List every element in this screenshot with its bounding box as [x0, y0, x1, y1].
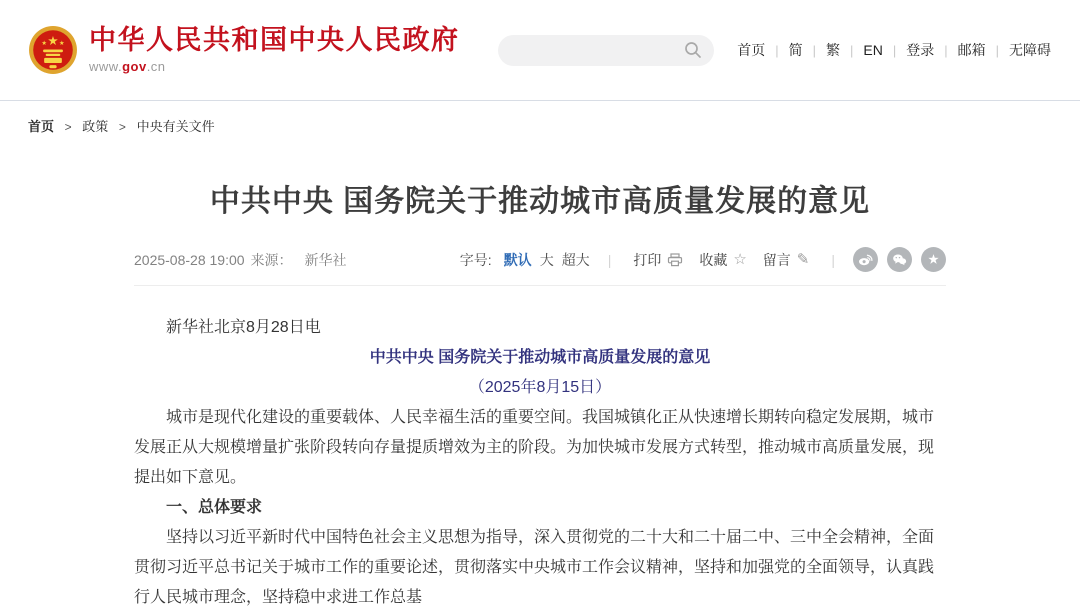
nav-item-accessibility[interactable]: 无障碍 — [1009, 42, 1051, 58]
nav-divider: | — [812, 42, 816, 58]
breadcrumb-home[interactable]: 首页 — [28, 119, 55, 134]
weibo-share-icon[interactable] — [853, 247, 878, 272]
breadcrumb-separator: > — [64, 120, 72, 134]
nav-item-english[interactable]: EN — [863, 42, 883, 58]
nav-divider: | — [775, 42, 779, 58]
source-name[interactable]: 新华社 — [304, 251, 347, 268]
star-icon: ☆ — [733, 251, 747, 268]
site-title: 中华人民共和国中央人民政府 — [89, 25, 460, 56]
font-size-default[interactable]: 默认 — [503, 251, 532, 268]
printer-icon — [667, 253, 683, 267]
site-url-gov: gov — [122, 58, 147, 74]
breadcrumb-separator: > — [118, 120, 126, 134]
comment-label: 留言 — [762, 251, 791, 268]
site-url-suffix: .cn — [146, 58, 166, 74]
share-buttons — [853, 247, 946, 272]
nav-item-mail[interactable]: 邮箱 — [957, 42, 986, 58]
nav-divider: | — [849, 42, 854, 58]
section-heading: 一、总体要求 — [166, 499, 263, 516]
breadcrumb — [0, 101, 1080, 141]
nav-divider: | — [944, 42, 948, 58]
svg-text:★: ★ — [41, 39, 47, 47]
paragraph: 坚持以习近平新时代中国特色社会主义思想为指导，深入贯彻党的二十大和二十届二中、三中全会精神，全面贯彻习近平总书记关于城市工作的重要论述，贯彻落实中央城市工作会议精神，坚持和加强党的全面领导，认真践行人民城市理念，坚持稳中求进工作总基 — [134, 529, 935, 606]
breadcrumb-current[interactable]: 中央有关文件 — [136, 119, 215, 134]
article — [134, 176, 946, 613]
svg-text:★: ★ — [59, 39, 65, 47]
site-header — [0, 0, 1080, 101]
publish-datetime: 2025-08-28 19:00 — [134, 251, 245, 268]
national-emblem-icon — [28, 25, 78, 75]
nav-item-login[interactable]: 登录 — [906, 42, 935, 58]
meta-divider: | — [831, 251, 835, 268]
nav-divider: | — [995, 42, 999, 58]
top-nav — [736, 40, 1052, 60]
favorite-button[interactable] — [699, 250, 746, 270]
document-date: （2025年8月15日） — [468, 379, 612, 396]
search-box[interactable] — [498, 35, 714, 66]
nav-item-home[interactable]: 首页 — [737, 42, 766, 58]
article-meta-row — [134, 247, 946, 286]
font-size-label: 字号: — [459, 251, 492, 268]
breadcrumb-policy[interactable]: 政策 — [82, 119, 109, 134]
search-icon[interactable] — [684, 41, 702, 59]
font-size-xlarge[interactable]: 超大 — [561, 251, 590, 268]
search-input[interactable] — [512, 42, 684, 59]
wechat-share-icon[interactable] — [887, 247, 912, 272]
comment-button[interactable] — [763, 250, 810, 270]
nav-divider: | — [892, 42, 897, 58]
page-title: 中共中央 国务院关于推动城市高质量发展的意见 — [209, 185, 871, 218]
qzone-share-icon[interactable] — [921, 247, 946, 272]
meta-divider: | — [607, 251, 612, 268]
favorite-label: 收藏 — [699, 251, 728, 268]
document-title: 中共中央 国务院关于推动城市高质量发展的意见 — [369, 349, 711, 366]
source-label: 来源： — [250, 251, 293, 268]
article-body — [134, 286, 946, 613]
pencil-icon: ✎ — [796, 251, 810, 268]
print-button[interactable] — [633, 250, 683, 270]
site-brand[interactable] — [28, 25, 460, 75]
site-url — [89, 59, 460, 74]
paragraph: 城市是现代化建设的重要载体、人民幸福生活的重要空间。我国城镇化正从快速增长期转向稳定发展期，城市发展正从大规模增量扩张阶段转向存量提质增效为主的阶段。为加快城市发展方式转型，推动城市高质量发展，现提出如下意见。 — [134, 409, 935, 486]
font-size-large[interactable]: 大 — [539, 251, 554, 268]
nav-item-simplified[interactable]: 简 — [788, 42, 803, 58]
print-label: 打印 — [633, 251, 662, 268]
dateline: 新华社北京8月28日电 — [166, 319, 321, 336]
svg-text:★: ★ — [47, 33, 59, 48]
site-url-prefix: www. — [89, 58, 123, 74]
nav-item-traditional[interactable]: 繁 — [825, 42, 840, 58]
